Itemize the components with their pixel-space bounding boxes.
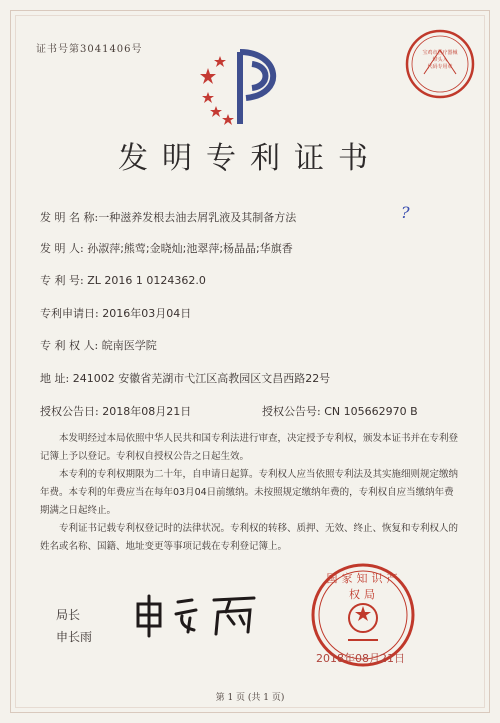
filing-date-value: 2016年03月04日 <box>102 307 192 320</box>
inventor-label: 发 明 人: <box>40 242 84 255</box>
grant-number-label: 授权公告号: <box>262 405 321 418</box>
grant-date-value: 2018年08月21日 <box>102 405 192 418</box>
invention-name-label: 发 明 名 称: <box>40 211 99 224</box>
seal-text: 国家知识产权局 <box>326 572 402 601</box>
patent-number-value: ZL 2016 1 0124362.0 <box>87 274 206 287</box>
patent-number-row <box>40 272 206 288</box>
certificate-title: 发明专利证书 <box>118 141 382 176</box>
inventor-value: 孙淑萍;熊莺;金晓灿;池翠萍;杨晶晶;华旗香 <box>87 242 293 255</box>
director-title: 局长 <box>56 608 81 622</box>
body-paragraph: 专利证书记载专利权登记时的法律状况。专利权的转移、质押、无效、终止、恢复和专利权人的姓名或名称、国籍、地址变更等事项记载在专利登记簿上。 <box>40 523 459 552</box>
certificate-body <box>40 430 460 556</box>
seal-text-line: 代码专用章 <box>427 64 453 70</box>
director-signature <box>130 592 260 640</box>
address-row <box>40 370 330 386</box>
registration-seal-text <box>420 50 460 71</box>
seal-text-line: 宝鸡市医疗器械 <box>422 50 458 56</box>
certificate-number: 证书号第3041406号 <box>36 44 143 55</box>
body-paragraph: 本发明经过本局依照中华人民共和国专利法进行审查，决定授予专利权，颁发本证书并在专利登记簿上予以登记。专利权自授权公告之日起生效。 <box>40 433 459 462</box>
grant-date-row <box>40 403 191 419</box>
address-value: 241002 安徽省芜湖市弋江区高教园区文昌西路22号 <box>72 372 331 385</box>
invention-name-row <box>40 209 296 225</box>
grant-number-value: CN 105662970 B <box>324 405 418 418</box>
seal-date: 2018年08月21日 <box>316 652 405 665</box>
handwritten-mark: ? <box>401 203 410 222</box>
patentee-row <box>40 337 157 353</box>
inventor-row <box>40 240 293 256</box>
patentee-value: 皖南医学院 <box>101 339 157 352</box>
patent-number-label: 专 利 号: <box>40 274 84 287</box>
patentee-label: 专 利 权 人: <box>40 339 99 352</box>
filing-date-label: 专利申请日: <box>40 307 99 320</box>
patent-office-logo <box>200 46 290 128</box>
page-number: 第 1 页 (共 1 页) <box>215 693 285 703</box>
invention-name-value: 一种滋养发根去油去屑乳液及其制备方法 <box>98 211 297 224</box>
body-paragraph: 本专利的专利权期限为二十年，自申请日起算。专利权人应当依照专利法及其实施细则规定缴纳年费。本专利的年费应当在每年03月04日前缴纳。未按照规定缴纳年费的，专利权自应当缴纳年费期满之日起终止。 <box>40 469 459 516</box>
director-name: 申长雨 <box>56 630 93 644</box>
address-label: 地 址: <box>40 372 70 385</box>
filing-date-row <box>40 305 191 321</box>
seal-text-line: 带头人 <box>432 57 448 63</box>
grant-date-label: 授权公告日: <box>40 405 99 418</box>
grant-number-row <box>262 403 418 419</box>
